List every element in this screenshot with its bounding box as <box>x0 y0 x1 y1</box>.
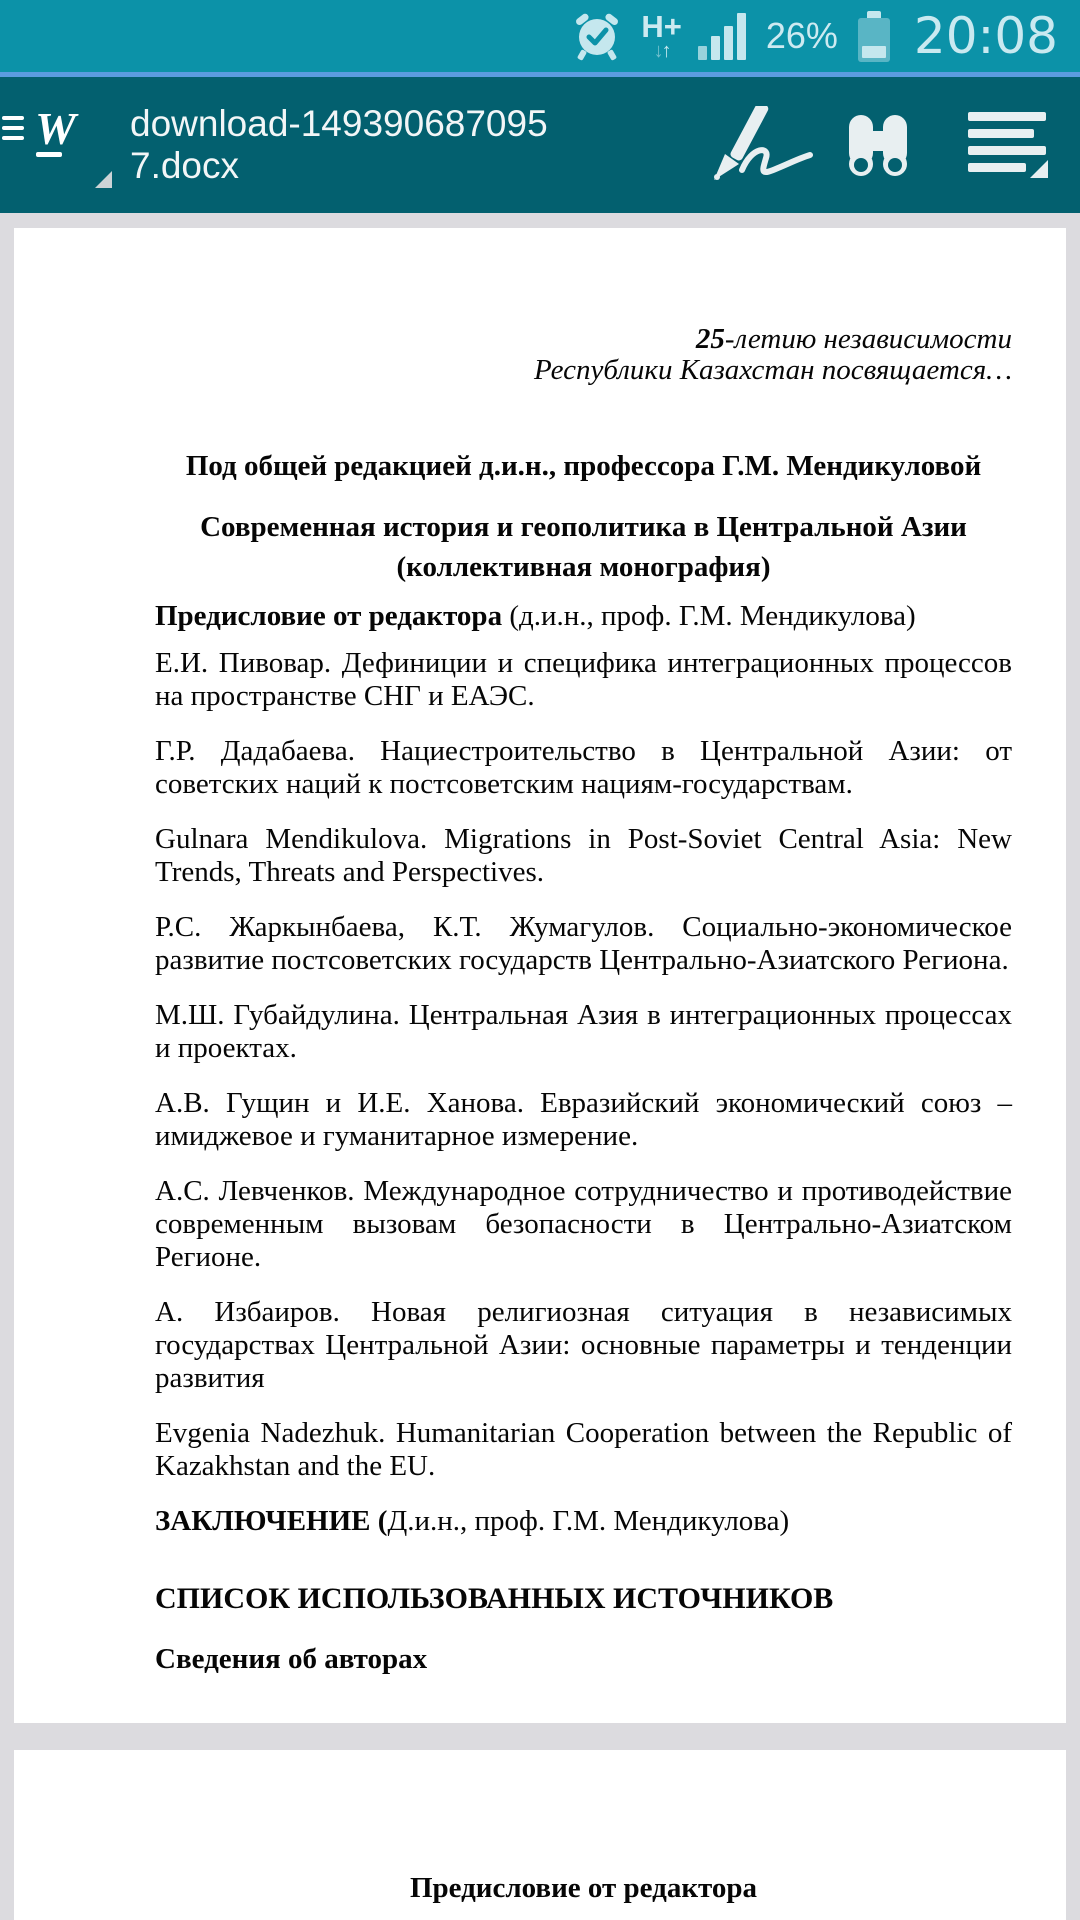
battery-icon <box>858 11 890 62</box>
battery-percent-label: 26% <box>765 15 838 56</box>
conclusion-suffix: Д.и.н., проф. Г.М. Мендикулова) <box>387 1505 790 1537</box>
app-toolbar <box>0 77 1080 213</box>
network-type-label: H+ <box>641 9 682 44</box>
toc-paragraph: Gulnara Mendikulova. Migrations in Post-Soviet Central Asia: New Trends, Threats and Perspectives. <box>155 823 1012 888</box>
network-type-indicator <box>641 11 682 61</box>
toc-paragraph: Г.Р. Дадабаева. Нациестроительство в Центральной Азии: от советских наций к постсоветским нациям-государствам. <box>155 735 1012 800</box>
toc-paragraph: М.Ш. Губайдулина. Центральная Азия в интеграционных процессах и проектах. <box>155 999 1012 1064</box>
dedication-block <box>155 324 1012 386</box>
filename-line-2: 7.docx <box>130 145 240 186</box>
preface-entry <box>155 600 1012 633</box>
authors-heading: Сведения об авторах <box>155 1643 428 1675</box>
document-page-1 <box>14 228 1066 1723</box>
signal-strength-icon <box>698 12 746 60</box>
toc-paragraph: Р.С. Жаркынбаева, К.Т. Жумагулов. Социально-экономическое развитие постсоветских государств Центрально-Азиатского Региона. <box>155 911 1012 976</box>
clock-time: 20:08 <box>913 7 1058 65</box>
document-scroll-area[interactable] <box>0 213 1080 1920</box>
filename-line-1: download-149390687095 <box>130 103 548 144</box>
status-bar <box>0 0 1080 72</box>
menu-icon <box>968 112 1048 178</box>
preface-suffix: (д.и.н., проф. Г.М. Мендикулова) <box>502 600 916 632</box>
dedication-line-2: Республики Казахстан посвящается… <box>534 354 1012 386</box>
document-page-2 <box>14 1750 1066 1920</box>
word-file-icon <box>30 104 94 186</box>
toc-paragraph: А.В. Гущин и И.Е. Ханова. Евразийский экономический союз – имиджевое и гуманитарное измерение. <box>155 1087 1012 1152</box>
preface-label: Предисловие от редактора <box>155 600 503 632</box>
sources-heading: СПИСОК ИСПОЛЬЗОВАННЫХ ИСТОЧНИКОВ <box>155 1582 834 1615</box>
toc-paragraph: А.С. Левченков. Международное сотрудничество и противодействие современным вызовам безопасности в Центрально-Азиатском Регионе. <box>155 1175 1012 1273</box>
book-title <box>155 507 1012 587</box>
toolbar-actions <box>694 106 1048 184</box>
find-button[interactable] <box>846 111 910 179</box>
book-title-line-2: (коллективная монография) <box>396 551 771 583</box>
dedication-line-1: 25-летию независимости <box>695 323 1012 355</box>
editor-credit-line: Под общей редакцией д.и.н., профессора Г.М. Мендикуловой <box>185 450 982 482</box>
conclusion-entry <box>155 1505 1012 1538</box>
book-title-line-1: Современная история и геополитика в Центральной Азии <box>200 511 967 543</box>
toc-paragraph: Е.И. Пивовар. Дефиниции и специфика интеграционных процессов на пространстве СНГ и ЕАЭС. <box>155 647 1012 712</box>
binoculars-icon <box>846 111 910 179</box>
signature-pen-icon <box>694 106 816 184</box>
toc-paragraph: А. Избаиров. Новая религиозная ситуация в независимых государствах Центральной Азии: основные параметры и тенденции развития <box>155 1296 1012 1394</box>
conclusion-label: ЗАКЛЮЧЕНИЕ ( <box>155 1505 388 1537</box>
toc-paragraph: Evgenia Nadezhuk. Humanitarian Cooperation between the Republic of Kazakhstan and the EU. <box>155 1417 1012 1482</box>
document-filename <box>130 103 650 187</box>
menu-button[interactable] <box>968 112 1048 178</box>
page-fold-icon <box>95 171 112 188</box>
alarm-icon <box>573 10 621 62</box>
page2-heading: Предисловие от редактора <box>409 1872 758 1904</box>
signature-pen-button[interactable] <box>694 106 816 184</box>
network-activity-arrows: ↓↑ <box>653 40 670 62</box>
